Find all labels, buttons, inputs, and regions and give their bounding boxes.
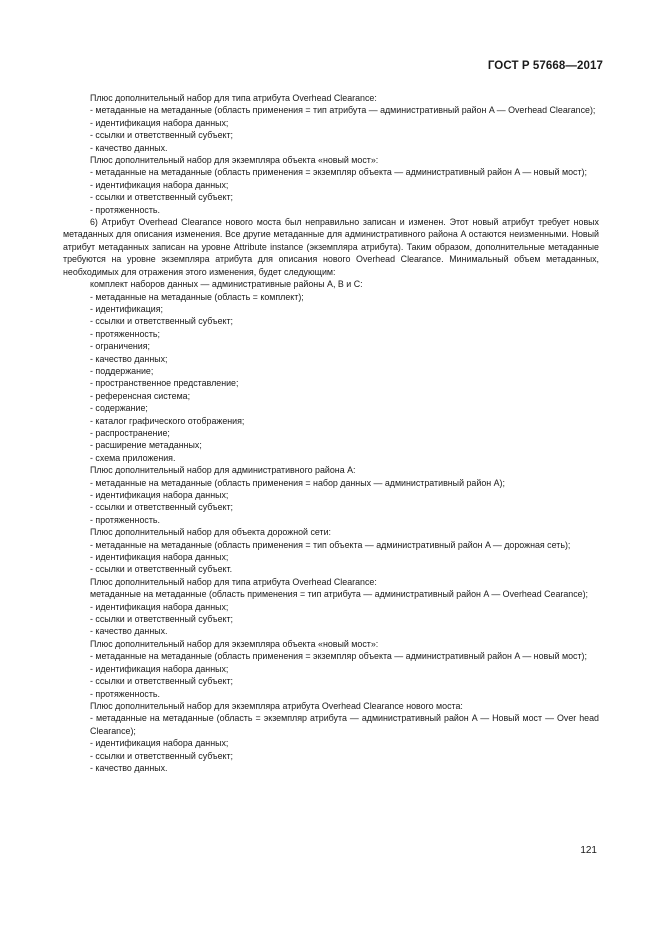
list-item: - метаданные на метаданные (область применения = тип атрибута — административный район A — Overhead Clearance); xyxy=(90,105,596,116)
list-item: - пространственное представление; xyxy=(90,378,239,389)
list-item: - идентификация набора данных; xyxy=(90,179,229,190)
list-item: - качество данных. xyxy=(90,626,168,637)
list-item: - протяженность. xyxy=(90,514,160,525)
list-item: - ссылки и ответственный субъект; xyxy=(90,614,234,625)
list-item: - качество данных. xyxy=(90,142,168,153)
paragraph: метаданные на метаданные (область применения = тип атрибута — административный район A — Overhead Cearance); xyxy=(90,589,589,600)
paragraph: Плюс дополнительный набор для объекта дорожной сети: xyxy=(90,527,332,538)
paragraph: Плюс дополнительный набор для административного района A: xyxy=(90,465,356,476)
list-item: - распространение; xyxy=(90,427,170,438)
page-number: 121 xyxy=(580,845,597,856)
list-item: - ссылки и ответственный субъект; xyxy=(90,316,234,327)
list-item: - каталог графического отображения; xyxy=(90,415,245,426)
list-item: - поддержание; xyxy=(90,365,154,376)
list-item: - качество данных; xyxy=(90,353,168,364)
list-item: - ссылки и ответственный субъект; xyxy=(90,502,234,513)
paragraph: Плюс дополнительный набор для экземпляра атрибута Overhead Clearance нового моста: xyxy=(90,700,463,711)
paragraph: 6) Атрибут Overhead Clearance нового моста был неправильно записан и изменен. Этот новый атрибут требует новых метаданных для описания изменения. Все другие метаданные для административного района A остаются неизменными. Новый атрибут метаданных записан на уровне Attribute instance (экземпляра атрибута). Таким образом, дополнительные метаданные требуются на уровне экземпляра атрибута для описания нового Overhead Clearance. Минимальный объем метаданных, необходимых для отражения этого изменения, будет следующим: xyxy=(63,217,599,277)
paragraph: Плюс дополнительный набор для экземпляра объекта «новый мост»: xyxy=(90,638,379,649)
document-standard-number: ГОСТ Р 57668—2017 xyxy=(487,60,603,72)
list-item: - идентификация набора данных; xyxy=(90,552,229,563)
list-item: - ссылки и ответственный субъект; xyxy=(90,192,234,203)
list-item: - идентификация набора данных; xyxy=(90,738,229,749)
list-item: - протяженность. xyxy=(90,204,160,215)
list-item: - идентификация набора данных; xyxy=(90,663,229,674)
list-item: - ссылки и ответственный субъект; xyxy=(90,130,234,141)
list-item: - идентификация; xyxy=(90,303,164,314)
paragraph: Плюс дополнительный набор для типа атрибута Overhead Clearance: xyxy=(90,93,377,103)
list-item: - ограничения; xyxy=(90,341,151,352)
list-item: - метаданные на метаданные (область = экземпляр атрибута — административный район A — Новый мост — Over head Clearance); xyxy=(90,713,599,736)
list-item: - референсная система; xyxy=(90,390,191,401)
list-item: - идентификация набора данных; xyxy=(90,117,229,128)
document-body xyxy=(63,92,599,774)
list-item: - метаданные на метаданные (область = комплект); xyxy=(90,291,304,302)
list-item: - содержание; xyxy=(90,403,148,414)
list-item: - идентификация набора данных; xyxy=(90,601,229,612)
list-item: - схема приложения. xyxy=(90,452,176,463)
list-item: - метаданные на метаданные (область применения = тип объекта — административный район A — дорожная сеть); xyxy=(90,539,571,550)
list-item: - идентификация набора данных; xyxy=(90,490,229,500)
paragraph: Плюс дополнительный набор для экземпляра объекта «новый мост»: xyxy=(90,155,379,166)
paragraph: Плюс дополнительный набор для типа атрибута Overhead Clearance: xyxy=(90,576,377,587)
list-item: - метаданные на метаданные (область применения = экземпляр объекта — административный район A — новый мост); xyxy=(90,167,587,178)
list-item: - расширение метаданных; xyxy=(90,440,202,451)
list-item: - метаданные на метаданные (область применения = экземпляр объекта — административный район A — новый мост); xyxy=(90,651,587,662)
list-item: - ссылки и ответственный субъект; xyxy=(90,750,234,761)
list-item: - ссылки и ответственный субъект; xyxy=(90,676,234,687)
list-item: - ссылки и ответственный субъект. xyxy=(90,564,233,575)
list-item: - протяженность. xyxy=(90,688,160,699)
paragraph: комплект наборов данных — административные районы A, B и C: xyxy=(90,279,363,290)
list-item: - качество данных. xyxy=(90,762,168,773)
list-item: - протяженность; xyxy=(90,328,160,339)
list-item: - метаданные на метаданные (область применения = набор данных — административный район A); xyxy=(90,477,505,488)
